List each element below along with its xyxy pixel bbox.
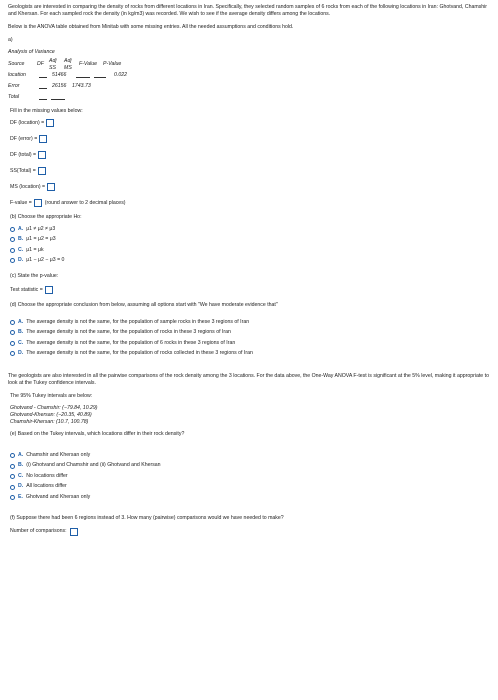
option-letter: C. (18, 246, 24, 253)
option-text: μ1 = μk (26, 246, 44, 253)
anova-blank-ss-total (51, 95, 65, 100)
fill-prompt: Fill in the missing values below: (10, 108, 83, 115)
part-e-option-a[interactable] (10, 450, 490, 461)
anova-ms-error: 1743.73 (72, 83, 91, 90)
radio-button[interactable] (10, 464, 15, 469)
part-e-option-d[interactable] (10, 482, 490, 493)
option-text: Chamshir and Khersan only (26, 451, 91, 458)
option-letter: B. (18, 462, 24, 469)
anova-blank-df-error (39, 84, 47, 89)
part-d-option-a[interactable] (10, 317, 490, 328)
option-letter: A. (18, 451, 24, 458)
anova-header-fvalue: F-Value (79, 61, 97, 68)
anova-source-location: location (8, 72, 26, 79)
comparisons-row (10, 524, 490, 540)
anova-p-location: 0.022 (114, 72, 127, 79)
anova-header-row (8, 59, 490, 70)
tukey-interval-ghotvand-chamshir: Ghotvand - Chamshir: (−79.84, 10.29) (10, 405, 98, 412)
test-statistic-input[interactable] (45, 286, 53, 294)
option-text: The average density is not the same, for the population of 6 rocks in these 3 regions of Iran (26, 339, 236, 346)
df-location-label: DF (location) = (10, 119, 45, 126)
part-c-prompt: (c) State the p-value: (10, 273, 59, 280)
radio-button[interactable] (10, 227, 15, 232)
anova-note: Below is the ANOVA table obtained from Minitab with some missing entries. All the needed assumptions and conditions hold. (8, 24, 294, 31)
part-b-options (8, 224, 490, 266)
option-text: No locations differ (26, 472, 68, 479)
radio-button[interactable] (10, 237, 15, 242)
anova-header-df: DF (37, 61, 44, 68)
radio-button[interactable] (10, 474, 15, 479)
df-location-input[interactable] (46, 119, 54, 127)
option-text: Ghotvand and Khersan only (25, 493, 91, 500)
option-text: (i) Ghotvand and Chamshir and (ii) Ghotvand and Khersan (26, 462, 161, 469)
anova-source-total: Total (8, 94, 20, 101)
part-d-option-d[interactable] (10, 349, 490, 360)
anova-blank-ms-location (76, 73, 90, 78)
part-b-option-a[interactable] (10, 224, 490, 235)
ss-total-input[interactable] (38, 167, 46, 175)
df-error-label: DF (error) = (10, 135, 38, 142)
anova-ss-location: 51466 (52, 72, 67, 79)
option-text: The average density is not the same, for the population of sample rocks in these 3 regions of Iran (26, 318, 250, 325)
anova-blank-df-location (39, 73, 47, 78)
option-text: The average density is not the same, for the population of rocks in these 3 regions of Iran (26, 329, 231, 336)
radio-button[interactable] (10, 453, 15, 458)
anova-header-adjms: Adj MS (64, 57, 72, 71)
radio-button[interactable] (10, 485, 15, 490)
f-value-row (10, 195, 490, 211)
option-letter: A. (18, 225, 24, 232)
part-d-options (8, 317, 490, 359)
part-b-option-d[interactable] (10, 256, 490, 267)
ss-total-label: SS(Total) = (10, 167, 36, 174)
anova-title: Analysis of Variance (8, 49, 55, 56)
anova-blank-df-total (39, 95, 47, 100)
anova-header-pvalue: P-Value (103, 61, 122, 68)
part-d-option-c[interactable] (10, 338, 490, 349)
part-e-option-c[interactable] (10, 471, 490, 482)
part-b-option-b[interactable] (10, 235, 490, 246)
df-total-row (10, 147, 490, 163)
part-f-prompt: (f) Suppose there had been 6 regions instead of 3. How many (pairwise) comparisons would we have needed to make? (10, 514, 284, 521)
anova-source-error: Error (8, 83, 20, 90)
radio-button[interactable] (10, 495, 15, 500)
part-b-prompt: (b) Choose the appropriate Ho: (10, 214, 82, 221)
option-text: μ1 = μ2 = μ3 (26, 236, 56, 243)
option-text: μ1 ≠ μ2 ≠ μ3 (26, 225, 56, 232)
part-e-options (8, 450, 490, 503)
df-location-row (10, 115, 490, 131)
option-letter: B. (18, 329, 24, 336)
part-d-prompt: (d) Choose the appropriate conclusion from below, assuming all options start with "We have moderate evidence that" (10, 302, 278, 309)
anova-row-error (8, 81, 490, 92)
anova-row-location (8, 70, 490, 81)
ms-location-input[interactable] (47, 183, 55, 191)
ms-location-row (10, 179, 490, 195)
option-text: μ1 − μ2 − μ3 = 0 (26, 257, 65, 264)
f-value-label: F-value = (10, 199, 32, 206)
tukey-title: The 95% Tukey intervals are below: (10, 393, 93, 400)
part-e-prompt: (e) Based on the Tukey intervals, which locations differ in their rock density? (10, 431, 185, 438)
df-error-row (10, 131, 490, 147)
pairwise-text: The geologists are also interested in all the pairwise comparisons of the rock density among the 3 locations. For the data above, the One-Way ANOVA F-test is significant at the 5% level, making it appropriate to look at the Tukey confidence intervals. (8, 373, 489, 387)
part-d-option-b[interactable] (10, 328, 490, 339)
comparisons-label: Number of comparisons: (10, 528, 67, 535)
tukey-interval-chamshir-khersan: Chamshir-Khersan: (10.7, 100.78) (10, 419, 89, 426)
option-letter: B. (18, 236, 24, 243)
df-total-label: DF (total) = (10, 151, 37, 158)
radio-button[interactable] (10, 330, 15, 335)
intro-text: Geologists are interested in comparing the density of rocks from different locations in Iran. Specifically, they selected random samples of 6 rocks from each of the following locations in Iran: Ghotvand, Chamshir and Khersan. For each sampled rock the density (in kg/m3) was recorded. We wish to see if the average density differs among the locations. (8, 4, 488, 18)
f-value-input[interactable] (34, 199, 42, 207)
radio-button[interactable] (10, 351, 15, 356)
anova-table (8, 49, 490, 103)
ss-total-row (10, 163, 490, 179)
tukey-interval-ghotvand-khersan: Ghotvand-Khersan: (−20.35, 40.89) (10, 412, 92, 419)
radio-button[interactable] (10, 341, 15, 346)
radio-button[interactable] (10, 248, 15, 253)
test-statistic-row (10, 282, 490, 298)
option-letter: C. (18, 339, 24, 346)
option-letter: D. (18, 350, 24, 357)
anova-header-source: Source (8, 61, 25, 68)
anova-blank-f-location (94, 73, 106, 78)
anova-row-total (8, 92, 490, 103)
option-letter: D. (18, 257, 24, 264)
ms-location-label: MS (location) = (10, 183, 46, 190)
comparisons-input[interactable] (70, 528, 78, 536)
option-letter: E. (18, 493, 23, 500)
tukey-intervals (8, 405, 490, 426)
radio-button[interactable] (10, 258, 15, 263)
option-letter: C. (18, 472, 24, 479)
option-text: The average density is not the same, for the population of rocks collected in these 3 regions of Iran (26, 350, 253, 357)
test-statistic-label: Test statistic = (10, 286, 43, 293)
option-letter: D. (18, 483, 24, 490)
df-error-input[interactable] (39, 135, 47, 143)
radio-button[interactable] (10, 320, 15, 325)
part-b-option-c[interactable] (10, 245, 490, 256)
anova-ss-error: 26156 (52, 83, 67, 90)
anova-header-adjss: Adj SS (49, 57, 57, 71)
part-a-label: a) (8, 37, 13, 44)
option-letter: A. (18, 318, 24, 325)
df-total-input[interactable] (38, 151, 46, 159)
part-e-option-e[interactable] (10, 492, 490, 503)
part-e-option-b[interactable] (10, 461, 490, 472)
option-text: All locations differ (26, 483, 67, 490)
f-value-note: (round answer to 2 decimal places) (44, 199, 126, 206)
